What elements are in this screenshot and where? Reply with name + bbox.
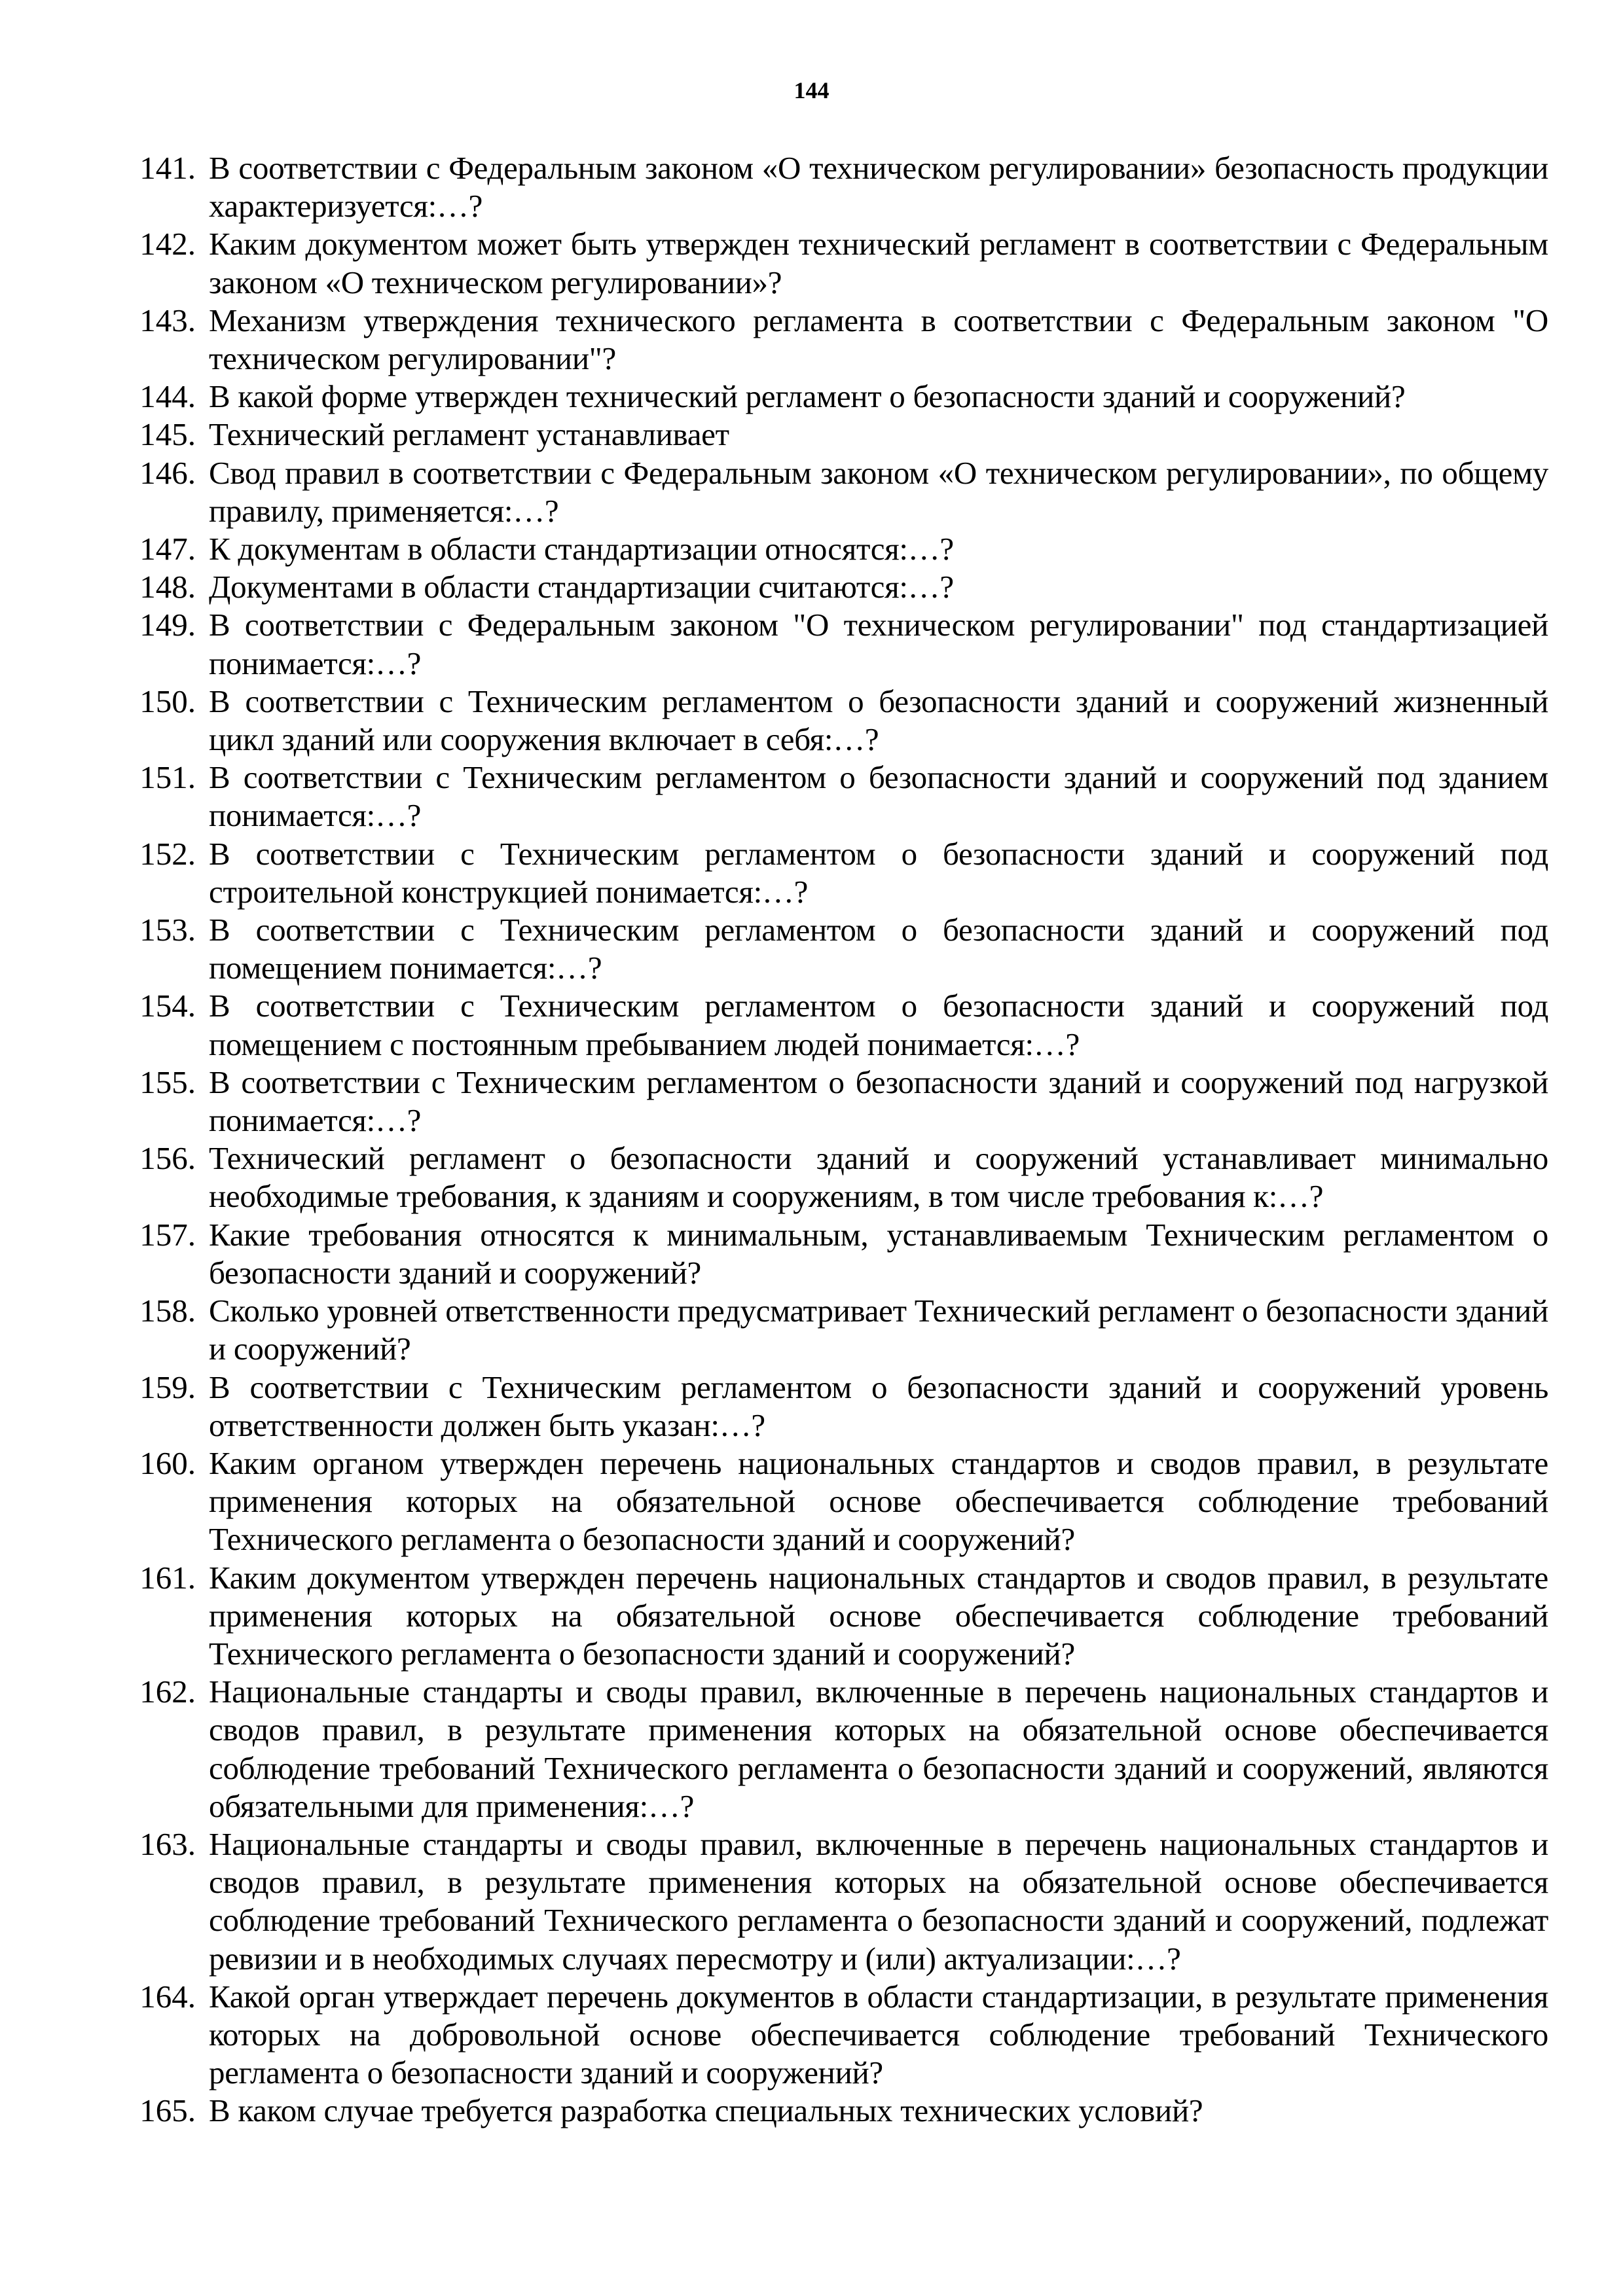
question-number: 149. (139, 607, 196, 643)
question-item (121, 1673, 1548, 1825)
question-text: В соответствии с Федеральным законом "О техническом регулировании" под стандартизацией понимается:…? (209, 607, 1548, 681)
question-text: В соответствии с Техническим регламентом о безопасности зданий и сооружений под зданием понимается:…? (209, 759, 1548, 834)
question-number: 144. (139, 378, 196, 415)
question-number: 160. (139, 1444, 196, 1481)
question-text: В соответствии с Техническим регламентом о безопасности зданий и сооружений уровень ответственности должен быть указан:…? (209, 1369, 1548, 1443)
question-item (121, 1292, 1548, 1368)
page-number: 144 (793, 77, 830, 103)
question-item (121, 759, 1548, 834)
question-list (121, 149, 1548, 2130)
question-item (121, 416, 1548, 454)
question-text: Национальные стандарты и своды правил, включенные в перечень национальных стандартов и сводов правил, в результате применения которых на обязательной основе обеспечивается соблюдение требований Технического регламента о безопасности зданий и сооружений, являются обязательными для применения:…? (209, 1674, 1548, 1824)
question-text: В какой форме утвержден технический регламент о безопасности зданий и сооружений? (209, 378, 1406, 415)
question-number: 152. (139, 835, 196, 872)
question-text: В соответствии с Техническим регламентом о безопасности зданий и сооружений под строительной конструкцией понимается:…? (209, 835, 1548, 910)
question-text: Механизм утверждения технического регламента в соответствии с Федеральным законом "О техническом регулировании"? (209, 302, 1548, 377)
question-item (121, 454, 1548, 530)
question-text: В соответствии с Техническим регламентом о безопасности зданий и сооружений под помещением с постоянным пребыванием людей понимается:…? (209, 988, 1548, 1062)
question-number: 148. (139, 569, 196, 605)
question-text: В каком случае требуется разработка специальных технических условий? (209, 2092, 1203, 2129)
question-item (121, 1369, 1548, 1444)
question-item (121, 2092, 1548, 2130)
question-number: 165. (139, 2092, 196, 2129)
question-item (121, 1139, 1548, 1215)
question-text: Национальные стандарты и своды правил, включенные в перечень национальных стандартов и сводов правил, в результате применения которых на обязательной основе обеспечивается соблюдение требований Технического регламента о безопасности зданий и сооружений, подлежат ревизии и в необходимых случаях пересмотру и (или) актуализации:…? (209, 1825, 1548, 1977)
question-item (121, 1216, 1548, 1292)
question-text: Каким документом может быть утвержден технический регламент в соответствии с Федеральным законом «О техническом регулировании»? (209, 226, 1548, 300)
question-text: Каким органом утвержден перечень национальных стандартов и сводов правил, в результате применения которых на обязательной основе обеспечивается соблюдение требований Технического регламента о безопасности зданий и сооружений? (209, 1444, 1548, 1558)
question-text: Сколько уровней ответственности предусматривает Технический регламент о безопасности зданий и сооружений? (209, 1293, 1548, 1367)
question-text: Технический регламент устанавливает (209, 416, 729, 453)
question-number: 154. (139, 988, 196, 1024)
question-item (121, 1825, 1548, 1978)
question-item (121, 378, 1548, 416)
question-item (121, 835, 1548, 911)
question-item (121, 568, 1548, 606)
question-number: 164. (139, 1978, 196, 2015)
question-number: 156. (139, 1140, 196, 1177)
question-number: 143. (139, 302, 196, 338)
question-number: 159. (139, 1369, 196, 1405)
question-text: В соответствии с Техническим регламентом о безопасности зданий и сооружений под нагрузкой понимается:…? (209, 1064, 1548, 1139)
question-text: В соответствии с Техническим регламентом о безопасности зданий и сооружений под помещением понимается:…? (209, 912, 1548, 986)
question-number: 151. (139, 759, 196, 796)
question-item (121, 530, 1548, 568)
question-number: 150. (139, 683, 196, 719)
question-item (121, 1559, 1548, 1674)
question-number: 158. (139, 1293, 196, 1329)
question-number: 163. (139, 1825, 196, 1862)
question-text: К документам в области стандартизации относятся:…? (209, 531, 954, 567)
question-text: В соответствии с Федеральным законом «О техническом регулировании» безопасность продукции характеризуется:…? (209, 150, 1548, 224)
question-item (121, 1978, 1548, 2092)
question-text: Какой орган утверждает перечень документов в области стандартизации, в результате применения которых на добровольной основе обеспечивается соблюдение требований Технического регламента о безопасности зданий и сооружений? (209, 1978, 1548, 2091)
question-item (121, 683, 1548, 759)
question-number: 155. (139, 1064, 196, 1100)
question-number: 147. (139, 531, 196, 567)
question-item (121, 987, 1548, 1063)
question-number: 162. (139, 1674, 196, 1710)
question-number: 141. (139, 150, 196, 186)
question-number: 161. (139, 1559, 196, 1596)
question-number: 145. (139, 416, 196, 453)
question-number: 153. (139, 912, 196, 948)
question-number: 142. (139, 226, 196, 262)
question-item (121, 1444, 1548, 1559)
question-number: 157. (139, 1216, 196, 1253)
question-text: Технический регламент о безопасности зданий и сооружений устанавливает минимально необходимые требования, к зданиям и сооружениям, в том числе требования к:…? (209, 1140, 1548, 1215)
question-item (121, 225, 1548, 301)
question-item (121, 1064, 1548, 1139)
question-text: В соответствии с Техническим регламентом о безопасности зданий и сооружений жизненный цикл зданий или сооружения включает в себя:…? (209, 683, 1548, 758)
question-text: Какие требования относятся к минимальным, устанавливаемым Техническим регламентом о безопасности зданий и сооружений? (209, 1216, 1548, 1291)
question-text: Свод правил в соответствии с Федеральным законом «О техническом регулировании», по общему правилу, применяется:…? (209, 454, 1548, 529)
question-item (121, 302, 1548, 378)
question-text: Документами в области стандартизации считаются:…? (209, 569, 954, 605)
question-item (121, 606, 1548, 682)
question-item (121, 149, 1548, 225)
question-item (121, 911, 1548, 987)
question-number: 146. (139, 454, 196, 491)
question-text: Каким документом утвержден перечень национальных стандартов и сводов правил, в результате применения которых на обязательной основе обеспечивается соблюдение требований Технического регламента о безопасности зданий и сооружений? (209, 1559, 1548, 1672)
